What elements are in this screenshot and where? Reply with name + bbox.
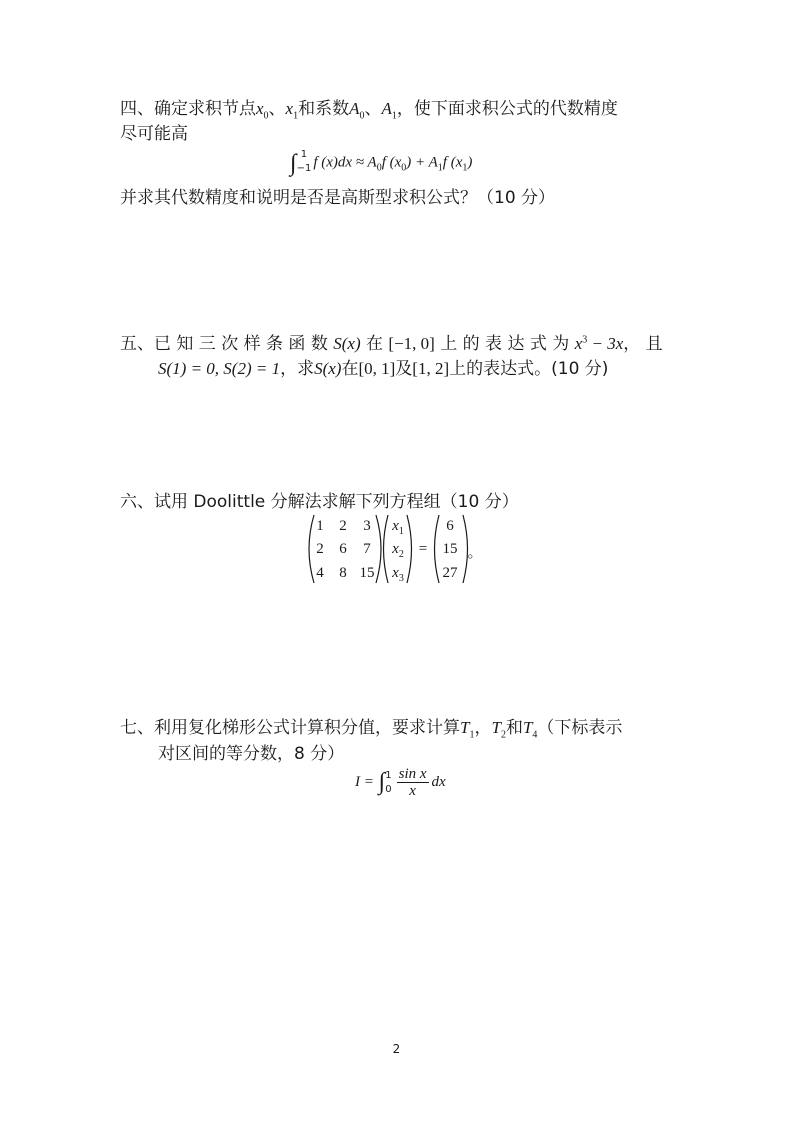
q4-integral-sign: ∫	[290, 150, 297, 177]
q6-b3: 27	[442, 565, 458, 581]
q4-upper: 1	[300, 149, 308, 160]
q7-denominator: x	[409, 783, 416, 799]
q4-limits	[297, 148, 312, 176]
q6-equals: =	[418, 541, 428, 557]
q7-line1-b: （下标表示	[537, 718, 623, 738]
q5-t3: ， 且	[623, 334, 663, 354]
q7-lower: 0	[385, 783, 392, 795]
q7-numerator: sin x	[398, 766, 427, 782]
q7-line1	[120, 717, 622, 739]
q6-x2	[385, 539, 411, 559]
q7-T1-sub: 1	[469, 729, 475, 741]
q5-t7: 上的表达式。(10 分)	[449, 359, 609, 379]
q7-limits	[385, 769, 391, 797]
q4-line2-text: 尽可能高	[120, 124, 188, 144]
q4-formula-body: f (x)dx ≈ A	[313, 154, 377, 171]
q6-x3-sub: 3	[398, 573, 404, 584]
page-number: 2	[392, 1042, 401, 1056]
q4-formula-end: )	[467, 154, 473, 171]
q6-a33: 15	[359, 565, 375, 581]
q6-a32: 8	[339, 565, 347, 581]
q4-x0-sub: 0	[263, 110, 269, 122]
q6-a11: 1	[316, 518, 324, 534]
q7-integral-sign: ∫	[378, 769, 386, 795]
q6-a22: 6	[339, 541, 347, 557]
q7-T1: T	[460, 718, 470, 737]
q5-iv2: [1, 2]	[412, 359, 450, 378]
q4-suffix: ，使下面求积公式的代数精度	[396, 99, 618, 119]
q4-line2	[120, 123, 188, 145]
q5-prefix: 五、已 知 三 次 样 条 函 数	[120, 334, 328, 354]
q6-a21: 2	[316, 541, 324, 557]
q7-I: I =	[355, 774, 374, 790]
q5-expr-sup: 3	[582, 334, 588, 346]
q4-A0: A	[349, 99, 360, 118]
q5-expr-b: − 3x	[587, 334, 624, 353]
q6-x3	[385, 563, 411, 583]
q6-a31: 4	[316, 565, 324, 581]
q5-line1	[120, 333, 663, 355]
q6-a12: 2	[339, 518, 347, 534]
q4-line3-text: 并求其代数精度和说明是否是高斯型求积公式？（10 分）	[120, 188, 556, 208]
q4-A1: A	[381, 99, 392, 118]
q4-A1-sub: 1	[391, 110, 397, 122]
q5-line2	[158, 358, 608, 380]
q6-x2-letter: x	[392, 541, 399, 557]
q7-T4: T	[522, 718, 533, 737]
q7-T4-sub: 4	[532, 729, 538, 741]
q4-formula-s3: 1	[462, 162, 468, 174]
q5-expr-a: x	[574, 334, 583, 353]
q4-sep1: 、	[268, 99, 286, 119]
q5-S: S(x)	[333, 334, 361, 353]
q4-formula	[290, 148, 472, 178]
q7-T2-sub: 2	[500, 729, 506, 741]
q7-line2-text: 对区间的等分数，8 分）	[158, 744, 345, 764]
q7-fraction	[397, 766, 429, 799]
q4-formula-s2: 1	[437, 162, 443, 174]
q5-t4: ，求	[280, 359, 315, 379]
q5-iv1: [0, 1]	[358, 359, 396, 378]
q4-formula-mid3: f (x	[442, 154, 463, 171]
q6-x3-letter: x	[392, 565, 399, 581]
q4-formula-s0: 0	[376, 162, 382, 174]
q6-equation	[300, 512, 500, 587]
q7-c1: ，	[474, 718, 492, 738]
q4-formula-mid: f (x	[381, 154, 402, 171]
q5-t5: 在	[341, 359, 359, 379]
q5-interval: [−1, 0]	[388, 334, 435, 353]
q6-x1	[385, 516, 411, 536]
q4-mid: 和系数	[298, 99, 350, 119]
q6-x1-letter: x	[392, 518, 399, 534]
q4-formula-mid2: ) + A	[406, 154, 438, 171]
q4-x0: x	[256, 99, 264, 118]
q7-dx: dx	[431, 774, 446, 790]
q7-formula	[355, 766, 446, 799]
q5-cond: S(1) = 0, S(2) = 1	[158, 359, 281, 378]
q5-t6: 及	[395, 359, 413, 379]
q4-prefix: 四、确定求积节点	[120, 99, 256, 119]
q5-t2: 上 的 表 达 式 为	[440, 334, 570, 354]
q7-line1-a: 七、利用复化梯形公式计算积分值，要求计算	[120, 718, 460, 738]
q4-x1: x	[285, 99, 294, 118]
q4-lower: −1	[296, 163, 312, 174]
q6-end: 。	[467, 543, 483, 561]
q6-title	[120, 491, 519, 513]
q6-title-text: 六、试用 Doolittle 分解法求解下列方程组（10 分）	[120, 492, 519, 512]
q7-and: 和	[505, 718, 523, 738]
q7-upper: 1	[385, 769, 392, 781]
q5-S2: S(x)	[314, 359, 342, 378]
q5-t1: 在	[366, 334, 384, 354]
q6-b2: 15	[442, 541, 458, 557]
q4-formula-s1: 0	[401, 162, 407, 174]
q6-a23: 7	[363, 541, 371, 557]
q4-line3	[120, 187, 555, 209]
q6-x1-sub: 1	[398, 526, 404, 537]
q6-a13: 3	[363, 518, 371, 534]
q4-sep2: 、	[364, 99, 382, 119]
q7-T2: T	[491, 718, 501, 737]
q4-x1-sub: 1	[293, 110, 299, 122]
q6-x2-sub: 2	[398, 549, 404, 560]
q4-line1	[120, 98, 618, 120]
q7-line2	[158, 743, 344, 765]
q6-b1: 6	[446, 518, 454, 534]
q4-A0-sub: 0	[359, 110, 365, 122]
